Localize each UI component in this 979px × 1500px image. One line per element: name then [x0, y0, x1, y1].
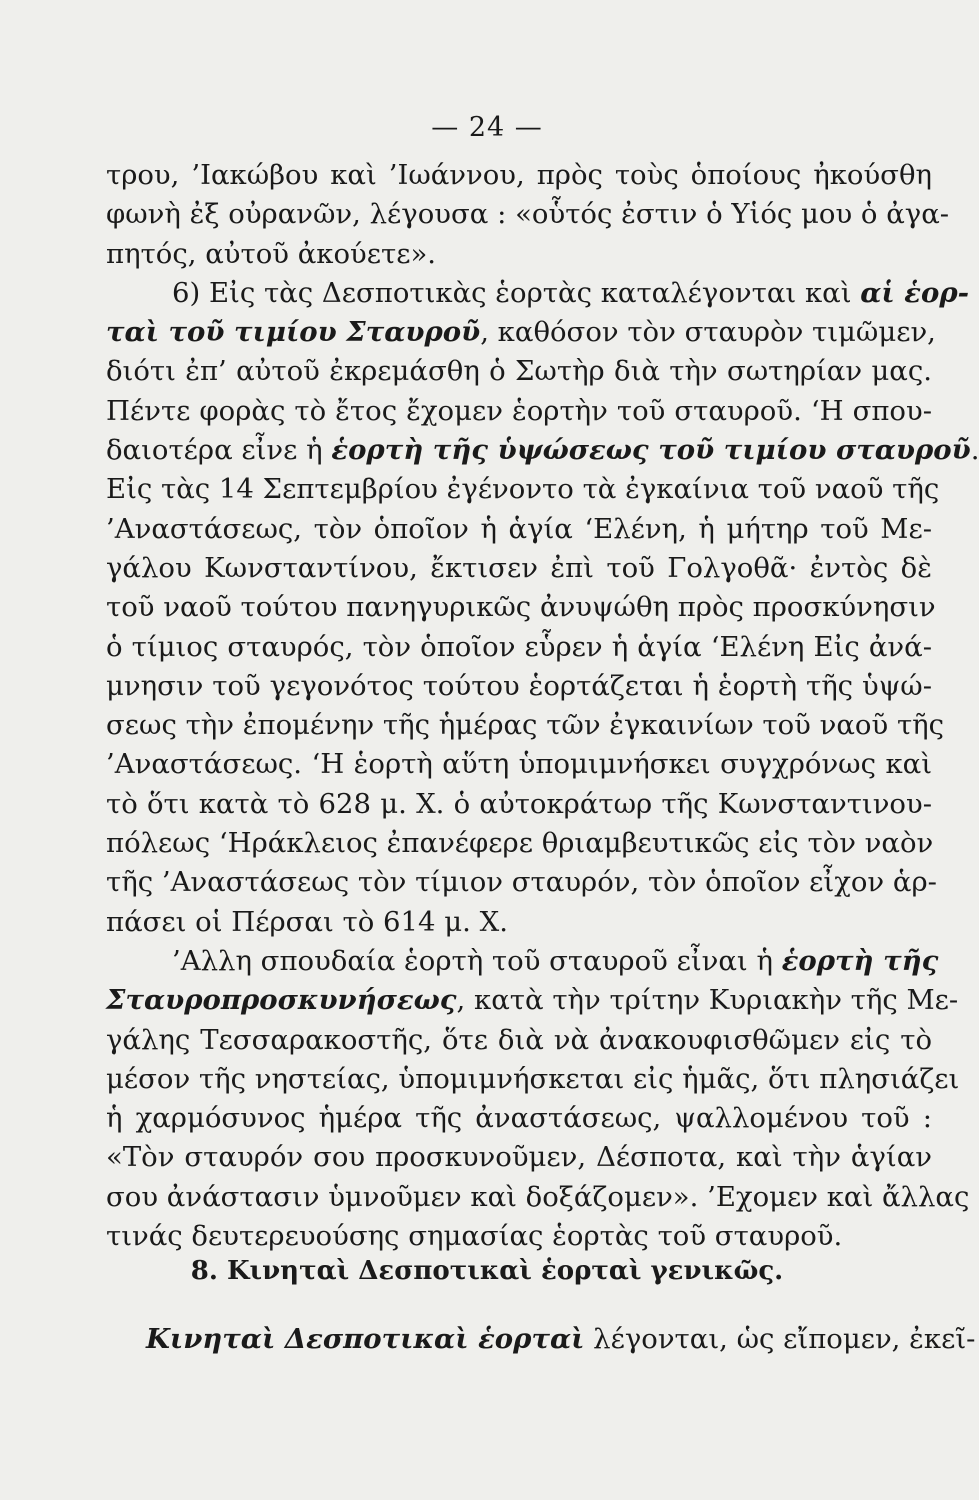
- closing-paragraph: [106, 1320, 976, 1359]
- text-line: μνησιν τοῦ γεγονότος τούτου ἑορτάζεται ἡ ἑορτὴ τῆς ὑψώ-: [106, 669, 932, 702]
- text-line: ’Αναστάσεως, τὸν ὁποῖον ἡ ἁγία ‘Ελένη, ἡ μήτηρ τοῦ Με-: [106, 512, 932, 545]
- emphasized-text: ἑορτὴ τῆς: [781, 944, 939, 977]
- text-line: τὸ ὅτι κατὰ τὸ 628 μ. Χ. ὁ αὐτοκράτωρ τῆς Κωνσταντινου-: [106, 787, 932, 820]
- section-heading: 8. Κινηταὶ Δεσποτικαὶ ἑορταὶ γενικῶς.: [190, 1256, 784, 1286]
- text-line: ἡ χαρμόσυνος ἡμέρα τῆς ἀναστάσεως, ψαλλομένου τοῦ :: [106, 1102, 932, 1135]
- text-line: ὁ τίμιος σταυρός, τὸν ὁποῖον εὗρεν ἡ ἁγία ‘Ελένη Εἰς ἀνά-: [106, 630, 932, 663]
- text-run: λέγονται, ὡς εἴπομεν, ἐκεῖ-: [584, 1323, 976, 1355]
- emphasized-text: ἑορτὴ τῆς ὑψώσεως τοῦ τιμίου σταυροῦ: [331, 434, 971, 467]
- text-line: πόλεως ‘Ηράκλειος ἐπανέφερε θριαμβευτικῶς εἰς τὸν ναὸν: [106, 827, 934, 860]
- text-line: γάλου Κωνσταντίνου, ἔκτισεν ἐπὶ τοῦ Γολγοθᾶ· ἐντὸς δὲ: [106, 551, 932, 584]
- text-line: πάσει οἱ Πέρσαι τὸ 614 μ. Χ.: [106, 905, 508, 938]
- text-run: ’Αλλη σπουδαία ἑορτὴ τοῦ σταυροῦ εἶναι ἡ: [172, 944, 782, 977]
- text-run: δαιοτέρα εἶνε ἡ: [106, 434, 332, 467]
- text-line: τινάς δευτερευούσης σημασίας ἑορτὰς τοῦ σταυροῦ.: [106, 1220, 843, 1253]
- text-line: [106, 981, 959, 1020]
- emphasized-text: Σταυροπροσκυνήσεως: [106, 984, 457, 1017]
- text-line: Πέντε φορὰς τὸ ἔτος ἔχομεν ἑορτὴν τοῦ σταυροῦ. ‘Η σπου-: [106, 394, 932, 427]
- text-line: γάλης Τεσσαρακοστῆς, ὅτε διὰ νὰ ἀνακουφισθῶμεν εἰς τὸ: [106, 1023, 932, 1056]
- text-line: πητός, αὐτοῦ ἀκούετε».: [106, 237, 437, 270]
- text-line: «Τὸν σταυρόν σου προσκυνοῦμεν, Δέσποτα, καὶ τὴν ἁγίαν: [106, 1141, 932, 1174]
- text-run: , καθόσον τὸν σταυρὸν τιμῶμεν,: [480, 316, 936, 349]
- text-line: φωνὴ ἐξ οὐρανῶν, λέγουσα : «οὗτός ἐστιν ὁ Υἱός μου ὁ ἀγα-: [106, 198, 950, 231]
- text-run: 6) Εἰς τὰς Δεσποτικὰς ἑορτὰς καταλέγονται καὶ: [172, 276, 861, 309]
- text-line: [106, 274, 970, 313]
- text-line: τοῦ ναοῦ τούτου πανηγυρικῶς ἀνυψώθη πρὸς προσκύνησιν: [106, 591, 936, 624]
- text-run: .: [970, 434, 979, 467]
- text-line: [106, 431, 979, 470]
- text-run: , κατὰ τὴν τρίτην Κυριακὴν τῆς Με-: [456, 984, 959, 1017]
- emphasized-text: Κινηταὶ Δεσποτικαὶ ἑορταὶ: [146, 1323, 585, 1355]
- text-line: σου ἀνάστασιν ὑμνοῦμεν καὶ δοξάζομεν». ’Εχομεν καὶ ἄλλας: [106, 1180, 970, 1213]
- text-line: Εἰς τὰς 14 Σεπτεμβρίου ἐγένοντο τὰ ἐγκαίνια τοῦ ναοῦ τῆς: [106, 473, 940, 506]
- text-line: τῆς ’Αναστάσεως τὸν τίμιον σταυρόν, τὸν ὁποῖον εἶχον ἁρ-: [106, 866, 937, 899]
- emphasized-text: ταὶ τοῦ τιμίου Σταυροῦ: [106, 316, 481, 349]
- text-line: [106, 1320, 976, 1359]
- emphasized-text: αἱ ἑορ-: [860, 276, 970, 309]
- text-line: [106, 942, 939, 981]
- text-line: [106, 313, 936, 352]
- text-line: διότι ἐπ’ αὐτοῦ ἐκρεμάσθη ὁ Σωτὴρ διὰ τὴν σωτηρίαν μας.: [106, 355, 932, 388]
- body-text: [106, 156, 979, 1256]
- text-line: τρου, ’Ιακώβου καὶ ’Ιωάννου, πρὸς τοὺς ὁποίους ἠκούσθη: [106, 159, 932, 191]
- text-line: σεως τὴν ἐπομένην τῆς ἡμέρας τῶν ἐγκαινίων τοῦ ναοῦ τῆς: [106, 709, 945, 742]
- text-line: ’Αναστάσεως. ‘Η ἑορτὴ αὕτη ὑπομιμνήσκει συγχρόνως καὶ: [106, 748, 932, 781]
- page-number: — 24 —: [431, 112, 543, 143]
- text-line: μέσον τῆς νηστείας, ὑπομιμνήσκεται εἰς ἡμᾶς, ὅτι πλησιάζει: [106, 1062, 960, 1095]
